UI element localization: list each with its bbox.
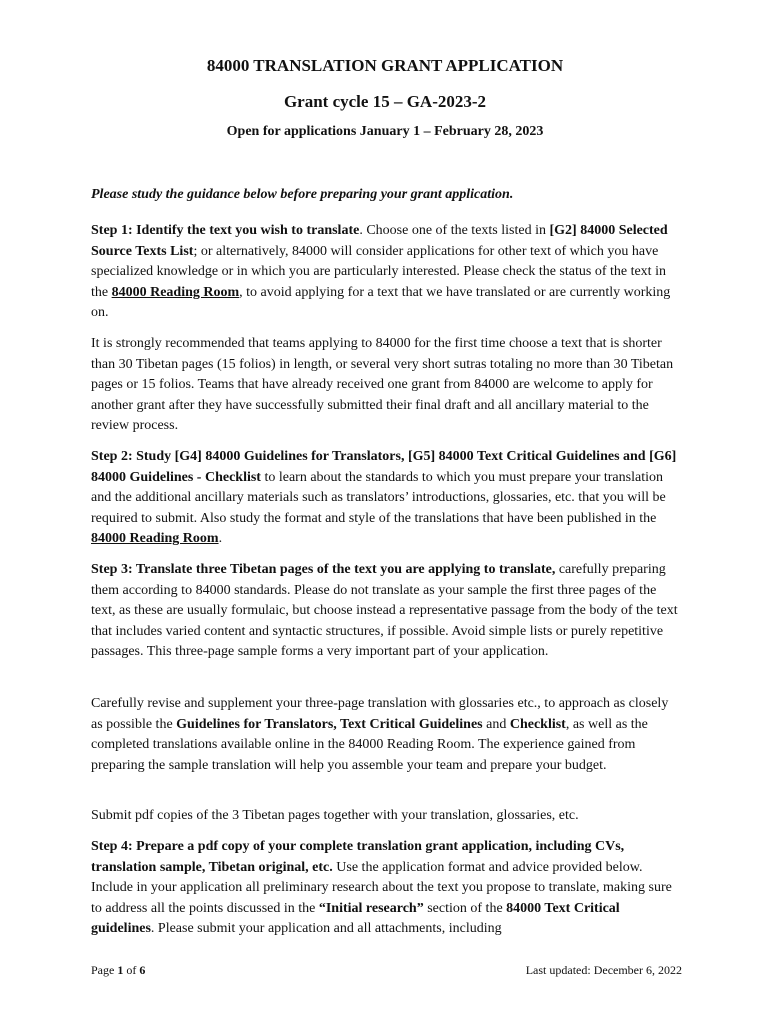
last-updated: Last updated: December 6, 2022 [525,963,682,977]
grant-cycle-subtitle: Grant cycle 15 – GA-2023-2 [283,92,487,111]
source-texts-list-ref: [G2] 84000 Selected Source Texts List [91,223,668,259]
step-4-text-b: section of the [423,900,507,916]
revise-text-a: Carefully revise and supplement your three-page translation with glossaries etc., to approach as closely as possible the [91,696,669,732]
page-label: Page [91,963,118,977]
revise-text-b: and [482,716,510,732]
initial-research-ref: “Initial research” [318,900,424,916]
step-1-paragraph [91,221,683,324]
page-of: of [123,963,140,977]
step-1-text-a: . Choose one of the texts listed in [359,223,550,238]
application-dates: Open for applications January 1 – February 28, 2023 [226,124,544,139]
revise-text-c: , as well as the completed translations available online in the 84000 Reading Room. The experience gained from preparing the sample translation will help you assemble your team and prepare your budget. [91,716,648,773]
page-current: 1 [117,963,124,977]
step-2-heading: Step 2: Study [G4] 84000 Guidelines for Translators, [G5] 84000 Text Critical Guidelines and [G6] 84000 Guidelines - Checklist [91,449,677,485]
reading-room-link[interactable]: 84000 Reading Room [111,284,240,300]
step-3-paragraph [91,560,683,663]
page-number [91,963,145,978]
step-1-text-c: , to avoid applying for a text that we have translated or are currently working on. [91,284,671,321]
intro-note: Please study the guidance below before preparing your grant application. [91,187,514,202]
step-4-text-a: Use the application format and advice provided below. Include in your application all preliminary research about the text you propose to translate, making sure to address all the points discussed in the [91,859,672,916]
step-4-text-c: . Please submit your application and all attachments, including [150,921,502,937]
submit-pdf-paragraph: Submit pdf copies of the 3 Tibetan pages together with your translation, glossaries, etc. [91,808,579,823]
step-3-heading: Step 3: Translate three Tibetan pages of the text you are applying to translate, [91,562,556,577]
step-2-paragraph [91,447,683,550]
reading-room-link-2[interactable]: 84000 Reading Room [91,531,219,547]
document-title: 84000 TRANSLATION GRANT APPLICATION [206,56,564,75]
step-4-heading: Step 4: Prepare a pdf copy of your complete translation grant application, including CVs, translation sample, Tibetan original, etc. [91,839,625,875]
checklist-ref: Checklist [509,716,566,732]
step-3-text: carefully preparing them according to 84000 standards. Please do not translate as your sample the first three pages of the text, as these are usually formulaic, but choose instead a representative passage from the body of the text that includes varied content and syntactic structures, if possible. Avoid simple lists or purely repetitive passages. This three-page sample forms a very important part of your application. [91,562,678,660]
step-2-text-a: to learn about the standards to which you must prepare your translation and the additional ancillary materials such as translators’ introductions, glossaries, etc. that you will be required to submit. Also study the format and style of the translations that have been published in the [91,469,666,526]
step-2-text-b: . [218,531,223,547]
recommendation-paragraph: It is strongly recommended that teams applying to 84000 for the first time choose a text that is shorter than 30 Tibetan pages (15 folios) in length, or several very short sutras totaling no more than 30 Tibetan pages or 15 folios. Teams that have already received one grant from 84000 are welcome to apply for another grant after they have successfully submitted their final draft and all ancillary material to the review process. [91,336,674,434]
text-critical-guidelines-ref: 84000 Text Critical guidelines [91,900,620,937]
page-total: 6 [139,963,146,977]
step-4-paragraph [91,837,683,940]
step-1-text-b: ; or alternatively, 84000 will consider applications for other text of which you have specialized knowledge or in which you are particularly interested. Please check the status of the text in the [91,243,666,300]
step-1-heading: Step 1: Identify the text you wish to translate [91,223,360,238]
revise-paragraph [91,694,683,776]
guidelines-ref: Guidelines for Translators, Text Critical Guidelines [176,716,483,732]
